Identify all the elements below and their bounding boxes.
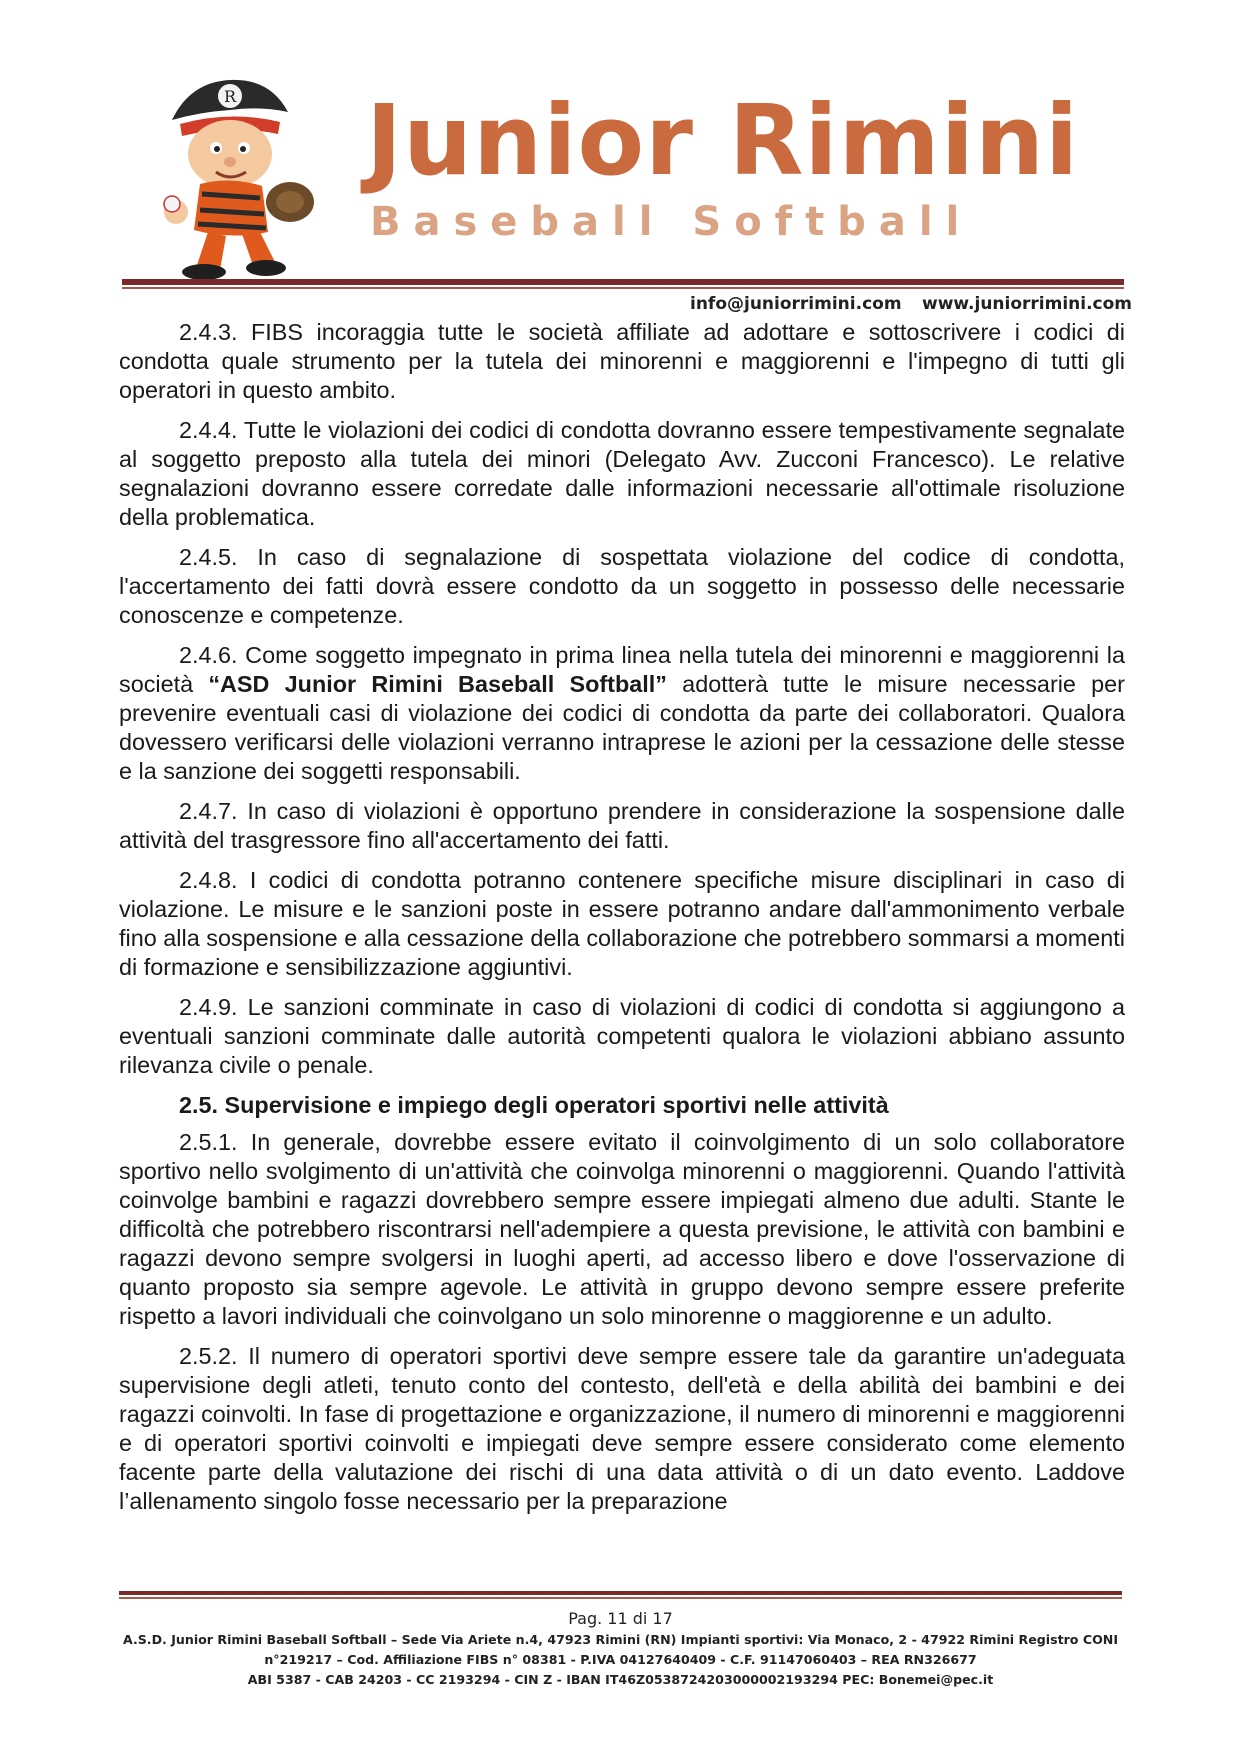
footer-divider	[119, 1591, 1122, 1595]
paragraph-2-4-5: 2.4.5. In caso di segnalazione di sospettata violazione del codice di condotta, l'accertamento dei fatti dovrà essere condotto da un soggetto in possesso delle necessarie conoscenze e competenze.	[119, 544, 1125, 628]
paragraph-2-4-8: 2.4.8. I codici di condotta potranno contenere specifiche misure disciplinari in caso di violazione. Le misure e le sanzioni poste in essere potranno andare dall'ammonimento verbale fino alla sospensione e alla cessazione della collaborazione che potrebbero sommarsi a momenti di formazione e sensibilizzazione aggiuntivi.	[119, 867, 1125, 980]
footer-address: A.S.D. Junior Rimini Baseball Softball – Sede Via Ariete n.4, 47923 Rimini (RN) Impianti sportivi: Via Monaco, 2 - 47922 Rimini Registro CONI	[122, 1632, 1119, 1647]
paragraph-2-4-9: 2.4.9. Le sanzioni comminate in caso di violazioni di codici di condotta si aggiungono a eventuali sanzioni comminate dalle autorità competenti qualora le violazioni abbiano assunto rilevanza civile o penale.	[119, 994, 1125, 1078]
paragraph-2-5-1: 2.5.1. In generale, dovrebbe essere evitato il coinvolgimento di un solo collaboratore sportivo nello svolgimento di un'attività che coinvolga minorenni o maggiorenni. Quando l'attività coinvolge bambini e ragazzi dovrebbero sempre essere impiegati almeno due adulti. Stante le difficoltà che potrebbero riscontrarsi nell'adempiere a questa previsione, le attività con bambini e ragazzi devono sempre svolgersi in luoghi aperti, ad accesso libero e dove l'osservazione di quanto proposto sia sempre agevole. Le attività in gruppo devono sempre essere preferite rispetto a lavori individuali che coinvolgano un solo minorenne o maggiorenne e un adulto.	[119, 1129, 1125, 1329]
logo-subtitle: Baseball Softball	[370, 199, 973, 245]
paragraph-2-4-6-start: 2.4.6. Come soggetto impegnato in prima linea nella tutela dei minorenni e maggiorenni la società	[119, 642, 1125, 697]
paragraph-2-4-6	[119, 641, 1125, 786]
pirate-mascot-logo	[150, 72, 325, 282]
contact-email[interactable]: info@juniorrimini.com	[690, 294, 902, 314]
paragraph-2-4-3: 2.4.3. FIBS incoraggia tutte le società affiliate ad adottare e sottoscrivere i codici di condotta quale strumento per la tutela dei minorenni e maggiorenni e l'impegno di tutti gli operatori in questo ambito.	[119, 319, 1125, 403]
paragraph-2-4-7: 2.4.7. In caso di violazioni è opportuno prendere in considerazione la sospensione dalle attività del trasgressore fino all'accertamento dei fatti.	[119, 798, 1125, 853]
footer-divider-thin	[119, 1597, 1122, 1599]
svg-text:R: R	[224, 87, 237, 106]
footer-bank-details: ABI 5387 - CAB 24203 - CC 2193294 - CIN Z - IBAN IT46Z0538724203000002193294 PEC: Bonemei@pec.it	[247, 1672, 994, 1687]
paragraph-2-5-2: 2.5.2. Il numero di operatori sportivi deve sempre essere tale da garantire un'adeguata supervisione degli atleti, tenuto conto del contesto, dell'età e della abilità dei bambini e dei ragazzi coinvolti. In fase di progettazione e organizzazione, il numero di minorenni e maggiorenni e di operatori sportivi coinvolti e impiegati deve sempre essere considerato come elemento facente parte della valutazione dei rischi di una data attività o di un dato evento. Laddove l’allenamento singolo fosse necessario per la preparazione	[119, 1343, 1125, 1514]
header-divider-thin	[122, 287, 1124, 289]
footer-registration: n°219217 – Cod. Affiliazione FIBS n° 08381 - P.IVA 04127640409 - C.F. 91147060403 – REA RN326677	[264, 1652, 977, 1667]
page-number: Pag. 11 di 17	[568, 1609, 673, 1628]
paragraph-2-4-4: 2.4.4. Tutte le violazioni dei codici di condotta dovranno essere tempestivamente segnalate al soggetto preposto alla tutela dei minori (Delegato Avv. Zucconi Francesco). Le relative segnalazioni dovranno essere corredate dalle informazioni necessarie all'ottimale risoluzione della problematica.	[119, 417, 1125, 530]
paragraph-2-4-6-end: adotterà tutte le misure necessarie per prevenire eventuali casi di violazione dei codici di condotta da parte dei collaboratori. Qualora dovessero verificarsi delle violazioni verranno intraprese le azioni per la cessazione delle stesse e la sanzione dei soggetti responsabili.	[119, 671, 1125, 784]
club-name-bold: “ASD Junior Rimini Baseball Softball”	[208, 671, 667, 697]
section-heading-2-5: 2.5. Supervisione e impiego degli operatori sportivi nelle attività	[179, 1092, 889, 1118]
page-footer	[100, 1604, 1141, 1690]
contact-website[interactable]: www.juniorrimini.com	[922, 294, 1133, 314]
document-body	[119, 318, 1125, 1527]
logo-title: Junior Rimini	[366, 84, 1080, 197]
header-divider	[122, 279, 1124, 285]
